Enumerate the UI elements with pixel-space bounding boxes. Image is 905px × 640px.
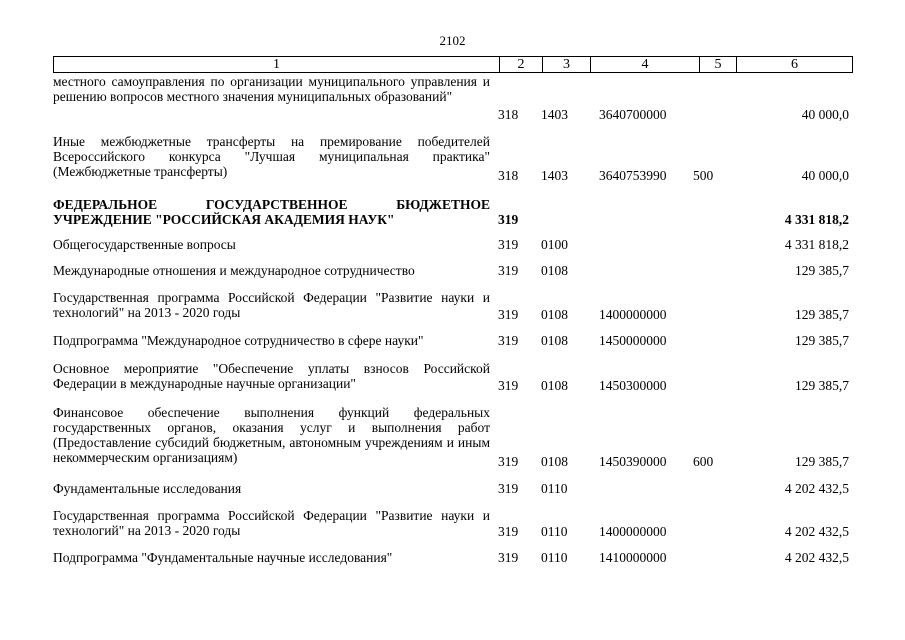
- row-name: ФЕДЕРАЛЬНОЕ ГОСУДАРСТВЕННОЕ БЮДЖЕТНОЕ УЧРЕЖДЕНИЕ "РОССИЙСКАЯ АКАДЕМИЯ НАУК": [53, 197, 490, 227]
- row-ministry-code: 319: [498, 454, 519, 469]
- row-ministry-code: 319: [498, 307, 519, 322]
- row-expense-type: 600: [693, 454, 714, 469]
- row-amount: 129 385,7: [795, 307, 849, 322]
- row-name: Государственная программа Российской Федерации "Развитие науки и технологий" на 2013 - 2020 годы: [53, 290, 490, 320]
- row-name: Иные межбюджетные трансферты на премирование победителей Всероссийского конкурса "Лучшая муниципальная практика" (Межбюджетные трансферты): [53, 134, 490, 179]
- table-row: [53, 263, 849, 279]
- column-header-1: 1: [54, 57, 500, 73]
- row-name: местного самоуправления по организации муниципального управления и решению вопросов местного значения муниципальных образований": [53, 74, 490, 104]
- row-section-code: 0110: [541, 481, 568, 496]
- row-ministry-code: 319: [498, 237, 519, 252]
- row-name: Государственная программа Российской Федерации "Развитие науки и технологий" на 2013 - 2020 годы: [53, 508, 490, 538]
- row-name: Основное мероприятие "Обеспечение уплаты взносов Российской Федерации в международные научные организации": [53, 361, 490, 391]
- row-amount: 4 331 818,2: [784, 237, 849, 252]
- row-name: Подпрограмма "Фундаментальные научные исследования": [53, 550, 393, 565]
- row-ministry-code: 319: [498, 263, 519, 278]
- row-ministry-code: 319: [498, 333, 519, 348]
- row-name: Подпрограмма "Международное сотрудничество в сфере науки": [53, 333, 424, 348]
- row-ministry-code: 319: [498, 481, 519, 496]
- row-section-code: 0108: [541, 454, 568, 469]
- table-row: [53, 237, 849, 253]
- row-target-code: 1410000000: [599, 550, 667, 565]
- table-row: [53, 134, 849, 182]
- table-row: [53, 550, 849, 566]
- table-row: [53, 405, 849, 469]
- table-row: [53, 197, 849, 229]
- row-target-code: 1450390000: [599, 454, 667, 469]
- row-section-code: 1403: [541, 107, 568, 122]
- row-amount: 4 331 818,2: [784, 212, 849, 227]
- row-ministry-code: 319: [498, 550, 519, 565]
- row-section-code: 0108: [541, 263, 568, 278]
- row-section-code: 0110: [541, 524, 568, 539]
- row-ministry-code: 318: [498, 168, 519, 183]
- row-amount: 129 385,7: [795, 263, 849, 278]
- row-section-code: 0108: [541, 378, 568, 393]
- row-name: Фундаментальные исследования: [53, 481, 242, 496]
- row-target-code: 3640753990: [599, 168, 667, 183]
- row-amount: 40 000,0: [801, 168, 849, 183]
- row-section-code: 0100: [541, 237, 568, 252]
- row-amount: 4 202 432,5: [784, 481, 849, 496]
- row-expense-type: 500: [693, 168, 714, 183]
- row-amount: 129 385,7: [795, 454, 849, 469]
- row-section-code: 0108: [541, 333, 568, 348]
- table-row: [53, 74, 849, 122]
- row-amount: 40 000,0: [801, 107, 849, 122]
- row-ministry-code: 319: [498, 378, 519, 393]
- table-row: [53, 290, 849, 322]
- column-header-2: 2: [500, 57, 543, 73]
- row-ministry-code: 319: [498, 524, 519, 539]
- row-ministry-code: 319: [498, 212, 519, 227]
- table-row: [53, 333, 849, 349]
- column-header-table: [53, 56, 853, 73]
- row-target-code: 1400000000: [599, 524, 667, 539]
- row-section-code: 1403: [541, 168, 568, 183]
- row-section-code: 0108: [541, 307, 568, 322]
- page-number: 2102: [439, 33, 466, 48]
- table-row: [53, 481, 849, 497]
- row-ministry-code: 318: [498, 107, 519, 122]
- row-target-code: 1450000000: [599, 333, 667, 348]
- row-target-code: 3640700000: [599, 107, 667, 122]
- column-header-6: 6: [737, 57, 853, 73]
- column-header-5: 5: [700, 57, 737, 73]
- row-amount: 4 202 432,5: [784, 550, 849, 565]
- column-header-3: 3: [543, 57, 591, 73]
- row-name: Финансовое обеспечение выполнения функций федеральных государственных органов, оказания услуг и выполнения работ (Предоставление субсидий бюджетным, автономным учреждениям и иным некоммерческим организациям): [53, 405, 490, 465]
- table-row: [53, 508, 849, 540]
- row-amount: 129 385,7: [795, 333, 849, 348]
- row-amount: 4 202 432,5: [784, 524, 849, 539]
- row-section-code: 0110: [541, 550, 568, 565]
- row-target-code: 1400000000: [599, 307, 667, 322]
- row-name: Международные отношения и международное сотрудничество: [53, 263, 415, 278]
- row-target-code: 1450300000: [599, 378, 667, 393]
- column-header-4: 4: [591, 57, 700, 73]
- table-row: [53, 361, 849, 393]
- row-amount: 129 385,7: [795, 378, 849, 393]
- row-name: Общегосударственные вопросы: [53, 237, 236, 252]
